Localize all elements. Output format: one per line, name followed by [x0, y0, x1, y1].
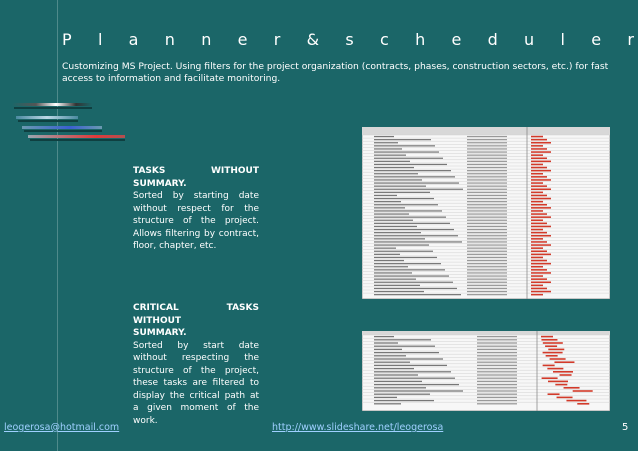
- shot-row-cells: [477, 384, 517, 385]
- shot-gantt-bar: [566, 400, 586, 402]
- shot-row-text: [374, 167, 414, 168]
- shot-row-text: [374, 355, 406, 356]
- shot-row-cells: [477, 371, 517, 372]
- shot-gantt-bar: [531, 219, 543, 221]
- shot-gantt-bar: [531, 139, 547, 141]
- shot-row-text: [374, 198, 434, 199]
- shot-gantt-bar: [531, 291, 551, 293]
- shot-gantt-bar: [531, 263, 551, 265]
- shot-row-cells: [467, 238, 507, 239]
- shot-row-text: [374, 204, 438, 205]
- shot-gantt-bar: [577, 403, 589, 405]
- shot-gantt-bar: [543, 365, 555, 367]
- shot-row-cells: [467, 182, 507, 183]
- title-letter: r: [273, 30, 281, 49]
- screenshot-tasks-without-summary: [362, 127, 610, 299]
- shot-gantt-bar: [531, 204, 547, 206]
- shot-row-text: [374, 378, 455, 379]
- shot-row-cells: [467, 235, 507, 236]
- shot-gantt-bar: [531, 272, 551, 274]
- shot-row-cells: [467, 161, 507, 162]
- shot-gantt-bar: [531, 235, 551, 237]
- shot-row-cells: [467, 266, 507, 267]
- shot-row-text: [374, 201, 401, 202]
- shot-gantt-bar: [550, 358, 566, 360]
- left-vertical-rule: [57, 0, 58, 451]
- shot-gantt-bar: [531, 161, 551, 163]
- shot-row-text: [374, 229, 454, 230]
- shot-gantt-bar: [548, 381, 568, 383]
- shot-row-cells: [467, 244, 507, 245]
- shot-gantt-bar: [547, 368, 563, 370]
- title-letter: e: [451, 30, 462, 49]
- shot-gantt-bar: [531, 278, 547, 280]
- shot-gantt-bar: [542, 377, 558, 379]
- shot-row-text: [374, 272, 412, 273]
- shot-row-text: [374, 158, 443, 159]
- shot-row-text: [374, 381, 422, 382]
- shot-row-text: [374, 189, 463, 190]
- shot-gantt-bar: [531, 266, 543, 268]
- tasks-heading-line1: TASKS WITHOUT: [133, 166, 259, 176]
- shot-row-cells: [467, 170, 507, 171]
- shot-gantt-bar: [541, 339, 557, 341]
- shot-row-cells: [477, 400, 517, 401]
- shot-row-cells: [467, 223, 507, 224]
- shot-row-text: [374, 244, 429, 245]
- shot-row-text: [374, 176, 455, 177]
- shot-gantt-bar: [531, 188, 551, 190]
- shot-row-cells: [467, 179, 507, 180]
- shot-gantt-bar: [531, 148, 547, 150]
- footer-email[interactable]: [4, 422, 119, 433]
- bar-2-shadow: [18, 120, 78, 122]
- shot-gantt-bar: [531, 198, 551, 200]
- shot-row-cells: [467, 176, 507, 177]
- shot-row-text: [374, 269, 445, 270]
- shot-gantt-bar: [531, 176, 547, 178]
- shot-row-cells: [467, 288, 507, 289]
- shot-row-text: [374, 220, 413, 221]
- shot-row-text: [374, 279, 416, 280]
- shot-row-text: [374, 257, 437, 258]
- shot-row-text: [374, 207, 405, 208]
- critical-heading-line1: CRITICAL TASKS WITHOUT: [133, 303, 259, 326]
- shot-row-text: [374, 403, 401, 404]
- bar-3: [22, 126, 102, 129]
- shot-gantt-bar: [531, 216, 551, 218]
- shot-gantt-bar: [531, 269, 547, 271]
- shot-row-cells: [467, 213, 507, 214]
- shot-gantt-bar: [531, 229, 543, 231]
- shot-row-cells: [477, 342, 517, 343]
- shot-row-text: [374, 213, 409, 214]
- shot-gantt-bar: [531, 185, 547, 187]
- footer-url[interactable]: [272, 422, 443, 433]
- shot-gantt-bar: [531, 170, 551, 172]
- shot-row-cells: [467, 148, 507, 149]
- shot-row-text: [374, 266, 408, 267]
- tasks-without-summary-text: [133, 165, 259, 253]
- shot-row-cells: [467, 210, 507, 211]
- shot-row-cells: [477, 358, 517, 359]
- shot-row-text: [374, 195, 397, 196]
- shot-gantt-bar: [531, 260, 547, 262]
- slideshare-link[interactable]: http://www.slideshare.net/leogerosa: [272, 422, 444, 433]
- bar-3-shadow: [24, 130, 102, 132]
- shot-row-cells: [467, 275, 507, 276]
- shot-row-cells: [467, 220, 507, 221]
- shot-row-cells: [467, 145, 507, 146]
- shot-gantt-bar: [560, 374, 572, 376]
- shot-row-cells: [477, 381, 517, 382]
- shot-row-text: [374, 136, 394, 137]
- shot-row-text: [374, 155, 406, 156]
- shot-row-cells: [477, 397, 517, 398]
- shot-row-cells: [467, 173, 507, 174]
- shot-gantt-bar: [541, 336, 553, 338]
- screenshot-critical-tasks: [362, 331, 610, 411]
- shot-gantt-bar: [531, 254, 551, 256]
- gantt-table-image-1: [362, 127, 610, 299]
- shot-row-cells: [477, 378, 517, 379]
- shot-row-cells: [477, 349, 517, 350]
- shot-header: [362, 331, 610, 335]
- shot-row-text: [374, 192, 430, 193]
- tasks-body: Sorted by starting date without respect for the structure of the project. Allows filtering by contract, floor, chapter, etc.: [133, 191, 259, 251]
- shot-gantt-bar: [531, 151, 551, 153]
- slide-title: [62, 30, 634, 49]
- critical-heading-line2: SUMMARY.: [133, 328, 187, 338]
- shot-row-cells: [477, 394, 517, 395]
- shot-row-text: [374, 397, 397, 398]
- shot-row-text: [374, 346, 435, 347]
- critical-tasks-text: [133, 302, 259, 427]
- shot-row-cells: [467, 229, 507, 230]
- title-letter: a: [128, 30, 139, 49]
- shot-row-cells: [477, 365, 517, 366]
- shot-gantt-bar: [543, 342, 563, 344]
- shot-row-cells: [467, 294, 507, 295]
- shot-row-text: [374, 358, 443, 359]
- shot-gantt-bar: [546, 355, 558, 357]
- shot-row-text: [374, 352, 439, 353]
- shot-row-cells: [467, 192, 507, 193]
- title-letter: u: [524, 30, 535, 49]
- shot-row-text: [374, 291, 424, 292]
- shot-gantt-bar: [531, 145, 543, 147]
- shot-gantt-bar: [531, 195, 547, 197]
- shot-row-text: [374, 232, 421, 233]
- shot-row-text: [374, 186, 426, 187]
- shot-gantt-bar: [573, 390, 593, 392]
- shot-row-cells: [477, 346, 517, 347]
- title-letter: d: [487, 30, 498, 49]
- shot-row-text: [374, 294, 461, 295]
- shot-row-cells: [467, 241, 507, 242]
- shot-gantt-bar: [531, 285, 543, 287]
- shot-gantt-bar: [531, 207, 551, 209]
- shot-row-text: [374, 336, 394, 337]
- shot-row-cells: [467, 248, 507, 249]
- shot-row-text: [374, 285, 420, 286]
- shot-gantt-bar: [531, 232, 547, 234]
- shot-gantt-bar: [531, 257, 543, 259]
- shot-row-cells: [467, 291, 507, 292]
- shot-row-cells: [467, 139, 507, 140]
- shot-gantt-bar: [531, 142, 551, 144]
- shot-row-cells: [467, 167, 507, 168]
- title-letter: c: [379, 30, 389, 49]
- shot-row-cells: [477, 339, 517, 340]
- page-number: 5: [622, 422, 629, 433]
- shot-gantt-bar: [543, 352, 563, 354]
- shot-row-text: [374, 182, 459, 183]
- title-letter: n: [201, 30, 212, 49]
- title-letter: h: [415, 30, 426, 49]
- shot-row-cells: [467, 260, 507, 261]
- shot-gantt-bar: [531, 247, 543, 249]
- shot-row-cells: [467, 226, 507, 227]
- shot-gantt-bar: [531, 136, 543, 138]
- shot-row-cells: [467, 142, 507, 143]
- bar-4-shadow: [30, 139, 125, 141]
- shot-row-text: [374, 387, 426, 388]
- shot-gantt-bar: [531, 179, 551, 181]
- shot-row-text: [374, 400, 434, 401]
- shot-row-text: [374, 254, 400, 255]
- shot-row-text: [374, 339, 431, 340]
- shot-row-cells: [467, 251, 507, 252]
- shot-gantt-bar: [557, 397, 573, 399]
- shot-row-cells: [467, 164, 507, 165]
- shot-row-cells: [477, 362, 517, 363]
- shot-row-text: [374, 161, 410, 162]
- critical-body: Sorted by start date without respecting the structure of the project, these tasks are filtered to display the critical path at a given moment of the work.: [133, 340, 259, 426]
- shot-row-text: [374, 384, 459, 385]
- shot-row-cells: [467, 272, 507, 273]
- shot-row-text: [374, 248, 396, 249]
- gantt-table-image-2: [362, 331, 610, 411]
- shot-row-text: [374, 365, 447, 366]
- shot-row-text: [374, 390, 463, 391]
- shot-row-cells: [477, 355, 517, 356]
- shot-row-text: [374, 238, 425, 239]
- title-letter: r: [627, 30, 634, 49]
- bar-4: [28, 135, 125, 138]
- shot-gantt-bar: [564, 387, 580, 389]
- shot-row-cells: [467, 186, 507, 187]
- title-letter: l: [97, 30, 103, 49]
- shot-row-cells: [467, 232, 507, 233]
- shot-gantt-bar: [531, 294, 543, 296]
- shot-row-text: [374, 164, 447, 165]
- shot-gantt-bar: [555, 384, 567, 386]
- shot-row-text: [374, 145, 435, 146]
- shot-gantt-bar: [531, 154, 543, 156]
- shot-row-cells: [467, 285, 507, 286]
- shot-row-cells: [467, 279, 507, 280]
- shot-gantt-bar: [531, 167, 547, 169]
- shot-gantt-bar: [531, 238, 543, 240]
- shot-gantt-bar: [531, 182, 543, 184]
- shot-row-text: [374, 374, 418, 375]
- shot-gantt-bar: [553, 371, 573, 373]
- shot-gantt-bar: [531, 201, 543, 203]
- shot-row-text: [374, 251, 433, 252]
- shot-row-cells: [467, 158, 507, 159]
- tasks-heading-line2: SUMMARY.: [133, 178, 187, 189]
- shot-row-text: [374, 139, 431, 140]
- shot-gantt-bar: [531, 210, 543, 212]
- shot-row-cells: [467, 189, 507, 190]
- shot-row-cells: [467, 254, 507, 255]
- slide-subtitle: Customizing MS Project. Using filters for the project organization (contracts, phases, construction sectors, etc.) for fast access to information and facilitate monitoring.: [62, 61, 609, 84]
- bar-2: [16, 116, 78, 119]
- shot-gantt-bar: [531, 281, 551, 283]
- title-letter: n: [164, 30, 175, 49]
- title-letter: e: [237, 30, 248, 49]
- shot-row-text: [374, 226, 417, 227]
- shot-row-cells: [477, 390, 517, 391]
- title-letter: &: [306, 30, 320, 49]
- shot-row-text: [374, 368, 414, 369]
- bar-1-shadow: [14, 107, 92, 109]
- shot-row-text: [374, 217, 446, 218]
- shot-gantt-bar: [531, 164, 543, 166]
- shot-row-cells: [467, 282, 507, 283]
- shot-gantt-bar: [545, 345, 557, 347]
- shot-gantt-bar: [531, 244, 551, 246]
- shot-row-cells: [477, 374, 517, 375]
- shot-gantt-bar: [531, 226, 551, 228]
- shot-row-text: [374, 263, 441, 264]
- shot-row-cells: [467, 195, 507, 196]
- shot-row-text: [374, 394, 430, 395]
- title-letter: e: [591, 30, 602, 49]
- shot-row-text: [374, 142, 398, 143]
- shot-row-text: [374, 371, 451, 372]
- shot-row-cells: [467, 198, 507, 199]
- shot-row-text: [374, 288, 457, 289]
- shot-row-cells: [477, 368, 517, 369]
- shot-row-cells: [467, 136, 507, 137]
- shot-row-cells: [477, 387, 517, 388]
- shot-gantt-bar: [531, 213, 547, 215]
- shot-row-cells: [477, 403, 517, 404]
- title-letter: P: [62, 30, 72, 49]
- shot-gantt-bar: [548, 349, 564, 351]
- shot-row-text: [374, 282, 453, 283]
- shot-row-cells: [467, 207, 507, 208]
- shot-row-text: [374, 223, 450, 224]
- shot-row-text: [374, 170, 451, 171]
- shot-gantt-bar: [548, 393, 560, 395]
- shot-gantt-bar: [531, 192, 543, 194]
- shot-gantt-bar: [531, 223, 547, 225]
- shot-gantt-bar: [554, 361, 574, 363]
- shot-row-cells: [467, 257, 507, 258]
- shot-row-text: [374, 275, 449, 276]
- shot-row-text: [374, 235, 458, 236]
- shot-gantt-bar: [531, 275, 543, 277]
- shot-row-cells: [477, 336, 517, 337]
- shot-row-text: [374, 342, 398, 343]
- shot-header: [362, 127, 610, 135]
- title-letter: s: [345, 30, 354, 49]
- shot-row-text: [374, 210, 442, 211]
- shot-row-text: [374, 179, 422, 180]
- bar-1: [12, 103, 92, 106]
- email-link[interactable]: leogerosa@hotmail.com: [4, 422, 120, 433]
- shot-row-cells: [467, 155, 507, 156]
- title-letter: l: [560, 30, 565, 49]
- shot-row-cells: [467, 201, 507, 202]
- shot-row-text: [374, 148, 402, 149]
- shot-row-text: [374, 260, 404, 261]
- shot-gantt-bar: [531, 241, 547, 243]
- shot-gantt-bar: [531, 173, 543, 175]
- shot-row-cells: [467, 269, 507, 270]
- shot-gantt-bar: [531, 157, 547, 159]
- shot-row-cells: [467, 204, 507, 205]
- shot-row-cells: [467, 263, 507, 264]
- shot-row-text: [374, 349, 402, 350]
- shot-row-cells: [477, 352, 517, 353]
- shot-gantt-bar: [531, 250, 547, 252]
- shot-row-text: [374, 241, 462, 242]
- shot-row-text: [374, 362, 410, 363]
- shot-row-text: [374, 173, 418, 174]
- shot-gantt-bar: [531, 288, 547, 290]
- shot-row-text: [374, 151, 439, 152]
- shot-row-cells: [467, 151, 507, 152]
- shot-row-cells: [467, 217, 507, 218]
